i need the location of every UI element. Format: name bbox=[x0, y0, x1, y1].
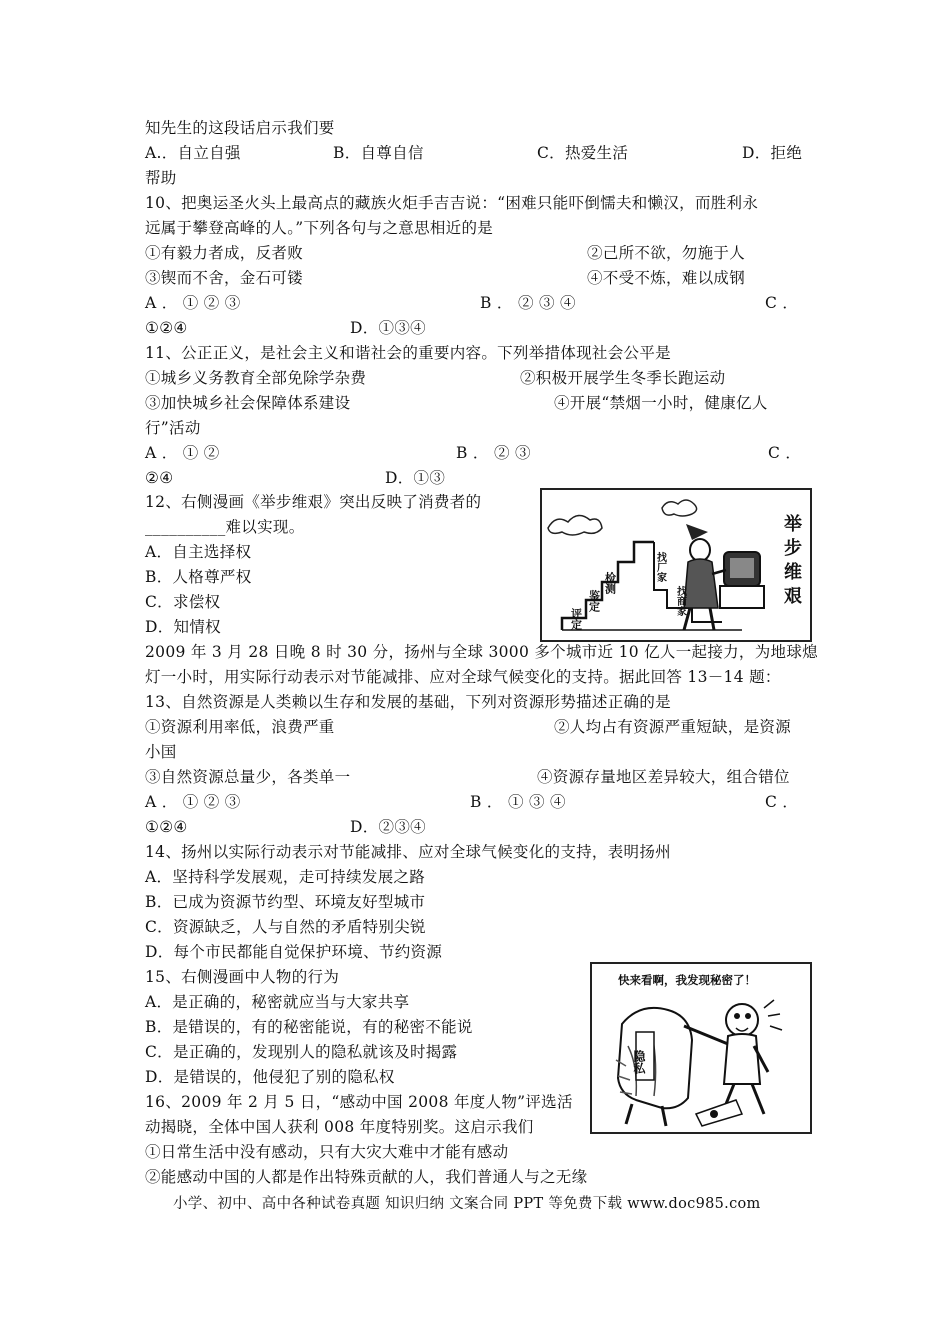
statement-2: ②能感动中国的人都是作出特殊贡献的人，我们普通人与之无缘 bbox=[145, 1168, 588, 1186]
option-b: B．已成为资源节约型、环境友好型城市 bbox=[145, 893, 426, 911]
statement-3: ③锲而不舍，金石可镂 bbox=[145, 269, 304, 287]
stair-label: 找厂家 bbox=[654, 552, 666, 582]
statement-2: ②己所不欲，勿施于人 bbox=[587, 244, 746, 262]
text-line: 知先生的这段话启示我们要 bbox=[145, 119, 335, 137]
question-15: 15、右侧漫画中人物的行为 bbox=[145, 968, 340, 986]
option-d: D．①③ bbox=[385, 469, 446, 487]
cartoon-privacy bbox=[590, 962, 812, 1134]
text-line: 行”活动 bbox=[145, 419, 201, 437]
option-d: D．②③④ bbox=[350, 818, 426, 836]
option-d: D．①③④ bbox=[350, 319, 426, 337]
cartoon-title-char: 步 bbox=[784, 538, 802, 559]
option-c: C ． bbox=[765, 294, 799, 312]
statement-3: ③自然资源总量少，各类单一 bbox=[145, 768, 351, 786]
option-c: C．求偿权 bbox=[145, 593, 221, 611]
stair-label: 检测 bbox=[603, 572, 617, 594]
option-a: A ． ① ② ③ bbox=[145, 294, 241, 312]
statement-2: ②积极开展学生冬季长跑运动 bbox=[520, 369, 726, 387]
statement-2: ②人均占有资源严重短缺，是资源 bbox=[554, 718, 792, 736]
option-a: A．坚持科学发展观，走可持续发展之路 bbox=[145, 868, 426, 886]
option-b: B ． ① ③ ④ bbox=[470, 793, 566, 811]
option-d: D．每个市民都能自觉保护环境、节约资源 bbox=[145, 943, 443, 961]
question-16: 16、2009 年 2 月 5 日，“感动中国 2008 年度人物”评选活 bbox=[145, 1093, 573, 1111]
option-c: C ． bbox=[768, 444, 802, 462]
option-b: B．人格尊严权 bbox=[145, 568, 252, 586]
option-c: C．资源缺乏，人与自然的矛盾特别尖锐 bbox=[145, 918, 426, 936]
privacy-tag-char: 隐私 bbox=[632, 1050, 646, 1074]
cartoon-stair-climbing bbox=[540, 488, 812, 642]
question-12: 12、右侧漫画《举步维艰》突出反映了消费者的 bbox=[145, 493, 482, 511]
option-d: D．拒绝 bbox=[742, 144, 803, 162]
option-c-value: ①②④ bbox=[145, 818, 188, 836]
text-line: 帮助 bbox=[145, 169, 177, 187]
statement-1: ①资源利用率低，浪费严重 bbox=[145, 718, 335, 736]
cartoon-caption: 快来看啊，我发现秘密了！ bbox=[618, 973, 756, 987]
cartoon-title-char: 举 bbox=[784, 514, 802, 535]
option-b: B．自尊自信 bbox=[333, 144, 424, 162]
option-a: A.．自立自强 bbox=[145, 144, 241, 162]
stair-label: 评定 bbox=[569, 608, 583, 630]
option-a: A．自主选择权 bbox=[145, 543, 252, 561]
option-d: D．是错误的，他侵犯了别的隐私权 bbox=[145, 1068, 395, 1086]
stair-label: 找商家 bbox=[674, 586, 686, 616]
option-c-value: ②④ bbox=[145, 469, 174, 487]
cartoon-privacy-illustration bbox=[592, 964, 810, 1132]
question-13: 13、自然资源是人类赖以生存和发展的基础，下列对资源形势描述正确的是 bbox=[145, 693, 671, 711]
option-c: C．热爱生活 bbox=[537, 144, 629, 162]
statement-4: ④开展“禁烟一小时，健康亿人 bbox=[554, 394, 768, 412]
option-c: C．是正确的，发现别人的隐私就该及时揭露 bbox=[145, 1043, 458, 1061]
statement-1: ①日常生活中没有感动，只有大灾大难中才能有感动 bbox=[145, 1143, 509, 1161]
option-a: A．是正确的，秘密就应当与大家共享 bbox=[145, 993, 410, 1011]
text-line: 远属于攀登高峰的人。”下列各句与之意思相近的是 bbox=[145, 219, 494, 237]
option-a: A ． ① ② bbox=[145, 444, 220, 462]
page-footer: 小学、初中、高中各种试卷真题 知识归纳 文案合同 PPT 等免费下载 www.doc985.com bbox=[173, 1196, 761, 1212]
statement-1: ①城乡义务教育全部免除学杂费 bbox=[145, 369, 367, 387]
statement-3: ③加快城乡社会保障体系建设 bbox=[145, 394, 351, 412]
question-11: 11、公正正义，是社会主义和谐社会的重要内容。下列举措体现社会公平是 bbox=[145, 344, 671, 362]
cartoon-stair-illustration bbox=[542, 490, 810, 640]
question-14: 14、扬州以实际行动表示对节能减排、应对全球气候变化的支持，表明扬州 bbox=[145, 843, 671, 861]
question-10: 10、把奥运圣火头上最高点的藏族火炬手吉吉说：“困难只能吓倒懦夫和懒汉，而胜利永 bbox=[145, 194, 759, 212]
option-b: B ． ② ③ bbox=[456, 444, 531, 462]
option-c-value: ①②④ bbox=[145, 319, 188, 337]
text-line: 动揭晓，全体中国人获利 008 年度特别奖。这启示我们 bbox=[145, 1118, 534, 1136]
option-b: B．是错误的，有的秘密能说，有的秘密不能说 bbox=[145, 1018, 473, 1036]
text-line: __________难以实现。 bbox=[145, 518, 305, 536]
option-b: B ． ② ③ ④ bbox=[480, 294, 576, 312]
statement-4: ④资源存量地区差异较大，组合错位 bbox=[537, 768, 790, 786]
stair-label: 鉴定 bbox=[587, 590, 601, 612]
cartoon-title-char: 维 bbox=[784, 562, 802, 583]
option-d: D．知情权 bbox=[145, 618, 221, 636]
text-line: 小国 bbox=[145, 743, 177, 761]
option-a: A ． ① ② ③ bbox=[145, 793, 241, 811]
cartoon-title-char: 艰 bbox=[784, 586, 802, 607]
text-line: 灯一小时，用实际行动表示对节能减排、应对全球气候变化的支持。据此回答 13－14 题： bbox=[145, 668, 781, 686]
statement-1: ①有毅力者成，反者败 bbox=[145, 244, 304, 262]
text-line: 2009 年 3 月 28 日晚 8 时 30 分，扬州与全球 3000 多个城市近 10 亿人一起接力，为地球熄 bbox=[145, 643, 818, 661]
option-c: C ． bbox=[765, 793, 799, 811]
statement-4: ④不受不炼，难以成钢 bbox=[587, 269, 746, 287]
